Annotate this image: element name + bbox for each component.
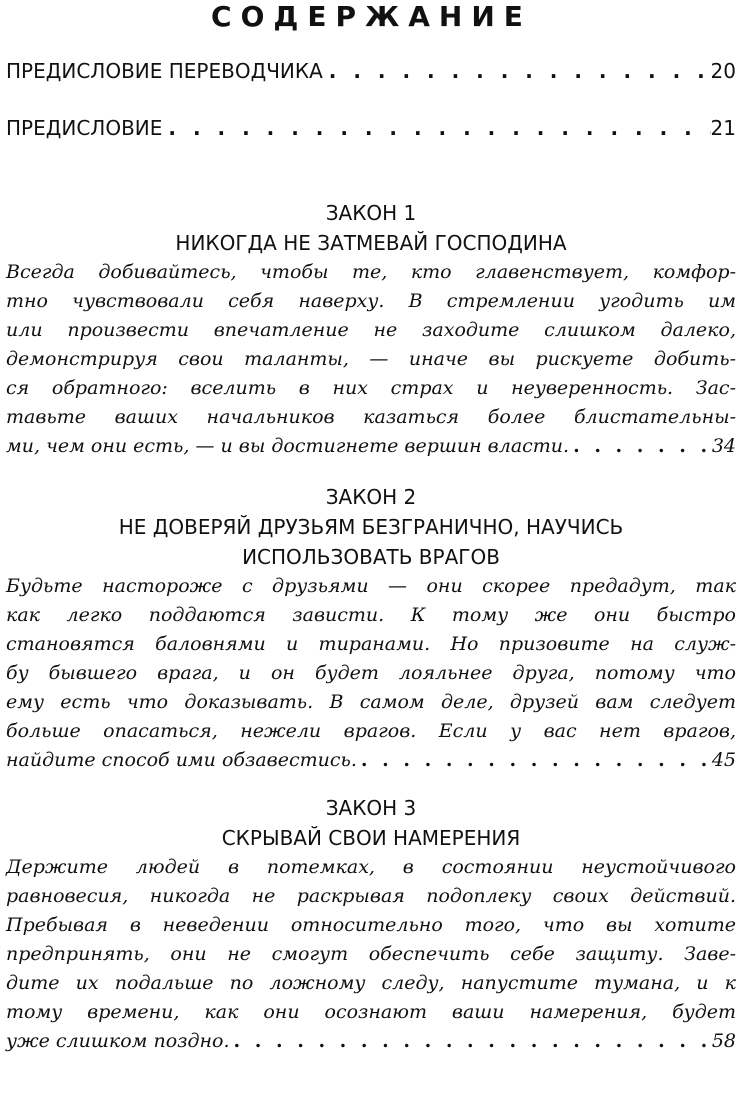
leader-dots <box>162 115 710 141</box>
toc-entry-label: ПРЕДИСЛОВИЕ ПЕРЕВОДЧИКА <box>6 59 323 83</box>
law-description-line: становятся баловнями и тиранами. Но призовите на служ- <box>6 633 736 655</box>
law-description-line: тому времени, как они осознают ваши намерения, будет <box>6 1001 736 1023</box>
law-description-line: уже слишком поздно. <box>6 1030 230 1052</box>
leader-dots <box>230 1027 712 1056</box>
law-description-line: Будьте настороже с друзьями — они скорее предадут, так <box>6 575 736 597</box>
leader-dots <box>357 746 712 775</box>
law-description-line: равновесия, никогда не раскрывая подоплеку своих действий. <box>6 885 736 907</box>
law-3-section[interactable] <box>6 793 736 1056</box>
law-title: СКРЫВАЙ СВОИ НАМЕРЕНИЯ <box>221 826 521 850</box>
law-page-number: 34 <box>711 435 736 457</box>
law-description-line: или произвести впечатление не заходите слишком далеко, <box>6 319 736 341</box>
leader-dots <box>323 58 711 84</box>
law-title: НИКОГДА НЕ ЗАТМЕВАЙ ГОСПОДИНА <box>175 231 567 255</box>
law-title: НЕ ДОВЕРЯЙ ДРУЗЬЯМ БЕЗГРАНИЧНО, НАУЧИСЬ <box>118 515 624 539</box>
law-description-last-line <box>6 746 736 775</box>
law-description-line: бу бывшего врага, и он будет лояльнее друга, потому что <box>6 662 736 684</box>
law-number: ЗАКОН 3 <box>325 796 417 820</box>
law-description-line: Держите людей в потемках, в состоянии неустойчивого <box>6 856 736 878</box>
law-description <box>6 258 736 461</box>
law-description-line: больше опасаться, нежели врагов. Если у вас нет врагов, <box>6 720 736 742</box>
law-description-line: Пребывая в неведении относительно того, что вы хотите <box>6 914 736 936</box>
toc-entry-page: 21 <box>710 116 736 140</box>
leader-dots <box>569 432 712 461</box>
law-title: ИСПОЛЬЗОВАТЬ ВРАГОВ <box>242 545 500 569</box>
law-description-line: предпринять, они не смогут обеспечить себе защиту. Заве- <box>6 943 736 965</box>
law-description-line: тавьте ваших начальников казаться более блистательны- <box>6 406 736 428</box>
toc-entry-preface[interactable] <box>6 115 736 141</box>
law-1-section[interactable] <box>6 198 736 461</box>
law-description-line: Всегда добивайтесь, чтобы те, кто главенствует, комфор- <box>6 261 736 283</box>
law-page-number: 45 <box>711 749 736 771</box>
law-description <box>6 572 736 775</box>
law-description-line: ся обратного: вселить в них страх и неуверенность. Зас- <box>6 377 736 399</box>
law-description-line: найдите способ ими обзавестись. <box>6 749 357 771</box>
toc-entry-translator-preface[interactable] <box>6 58 736 84</box>
law-description-last-line <box>6 432 736 461</box>
law-description-line: тно чувствовали себя наверху. В стремлении угодить им <box>6 290 736 312</box>
law-page-number: 58 <box>711 1030 736 1052</box>
page-title: СОДЕРЖАНИЕ <box>211 0 532 33</box>
law-description-line: дите их подальше по ложному следу, напустите тумана, и к <box>6 972 736 994</box>
law-description-last-line <box>6 1027 736 1056</box>
law-number: ЗАКОН 1 <box>325 201 417 225</box>
toc-entry-label: ПРЕДИСЛОВИЕ <box>6 116 163 140</box>
law-description-line: ми, чем они есть, — и вы достигнете вершин власти. <box>6 435 570 457</box>
toc-entry-page: 20 <box>710 59 736 83</box>
law-description-line: демонстрируя свои таланты, — иначе вы рискуете добить- <box>6 348 736 370</box>
law-description-line: как легко поддаются зависти. К тому же они быстро <box>6 604 736 626</box>
law-2-section[interactable] <box>6 482 736 775</box>
law-description <box>6 853 736 1056</box>
law-number: ЗАКОН 2 <box>325 485 417 509</box>
law-description-line: ему есть что доказывать. В самом деле, друзей вам следует <box>6 691 736 713</box>
